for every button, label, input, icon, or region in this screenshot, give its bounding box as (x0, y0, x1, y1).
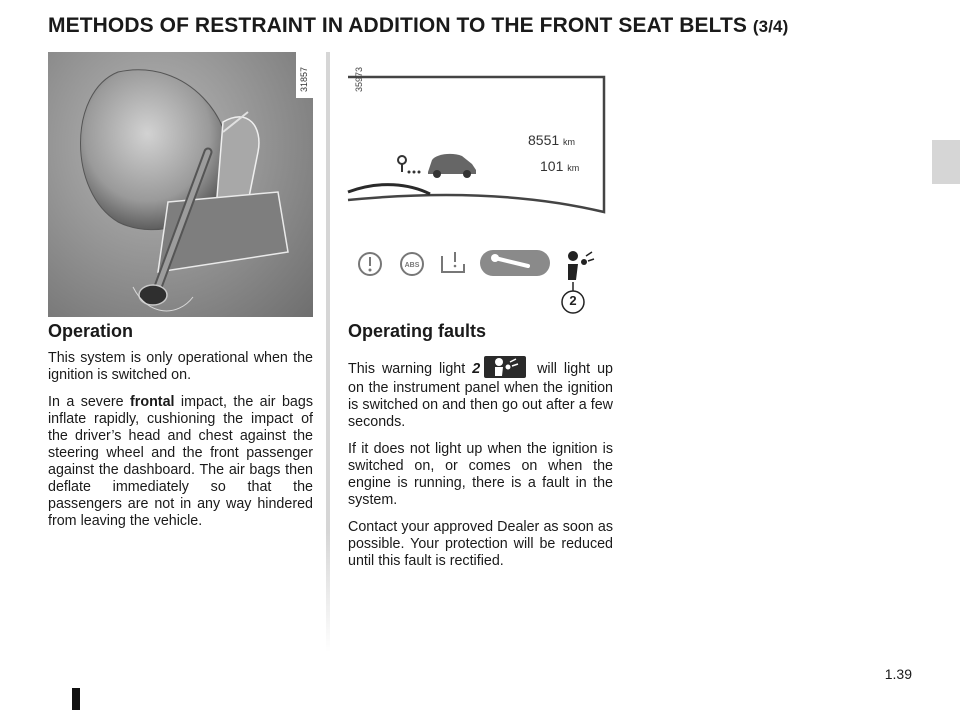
wrench-icon (480, 250, 550, 276)
page-title (48, 14, 788, 38)
odometer-total (528, 132, 575, 148)
operation-heading: Operation (48, 321, 134, 341)
title-part: (3/4) (752, 17, 789, 36)
operation-p2-bold: frontal (130, 394, 175, 410)
right-figure-ref: 35973 (354, 66, 364, 92)
faults-paragraph-2: If it does not light up when the ignition is switched on, or comes on when the engine is running, there is a fault in the system. (348, 441, 613, 508)
faults-text (348, 358, 613, 580)
odometer-trip-value: 101 (540, 158, 564, 174)
chapter-tab (932, 140, 960, 184)
car-icon (428, 154, 476, 178)
instrument-panel-drawing (340, 52, 615, 317)
warning-exclamation-icon (359, 253, 381, 275)
crop-mark (72, 688, 80, 710)
airbag-warning-inline-icon (484, 356, 526, 378)
faults-heading: Operating faults (348, 321, 487, 341)
operation-p2-pre: In a severe (48, 394, 131, 410)
column-divider (326, 52, 330, 652)
odometer-trip (540, 158, 579, 174)
odometer-total-unit: km (563, 137, 576, 147)
operation-paragraph-1: This system is only operational when the ignition is switched on. (48, 350, 313, 383)
faults-p1-post: will light up on the instrument panel when the ignition is switched on and then go out after a few seconds. (348, 360, 613, 430)
faults-p1-pre: This warning light (348, 360, 473, 377)
callout-number: 2 (569, 293, 577, 308)
faults-p1-number: 2 (472, 360, 481, 377)
operation-p2-post: impact, the air bags inflate rapidly, cushioning the impact of the driver’s head and chest against the steering wheel and the front passenger against the dashboard. The air bags then deflate immediately so that the passengers are not in any way hindered from leaving the vehicle. (48, 394, 313, 529)
svg-text:ABS: ABS (404, 262, 420, 269)
operation-text (48, 350, 313, 540)
instrument-panel-illustration (340, 52, 615, 317)
odometer-total-value: 8551 (528, 132, 560, 148)
operation-paragraph-2 (48, 394, 313, 530)
left-figure-ref-box (296, 52, 314, 98)
faults-paragraph-1 (348, 358, 613, 431)
faults-paragraph-3: Contact your approved Dealer as soon as possible. Your protection will be reduced until this fault is rectified. (348, 519, 613, 569)
airbag-drawing (48, 52, 313, 317)
abs-icon (401, 253, 423, 275)
odometer-trip-unit: km (567, 163, 580, 173)
page-number: 1.39 (884, 666, 912, 682)
title-text: METHODS OF RESTRAINT IN ADDITION TO THE FRONT SEAT BELTS (48, 14, 747, 37)
airbag-illustration (48, 52, 313, 317)
airbag-warning-icon (568, 251, 594, 280)
service-icon (442, 252, 464, 272)
left-figure-ref: 31857 (299, 66, 309, 92)
key-icon (398, 156, 421, 174)
